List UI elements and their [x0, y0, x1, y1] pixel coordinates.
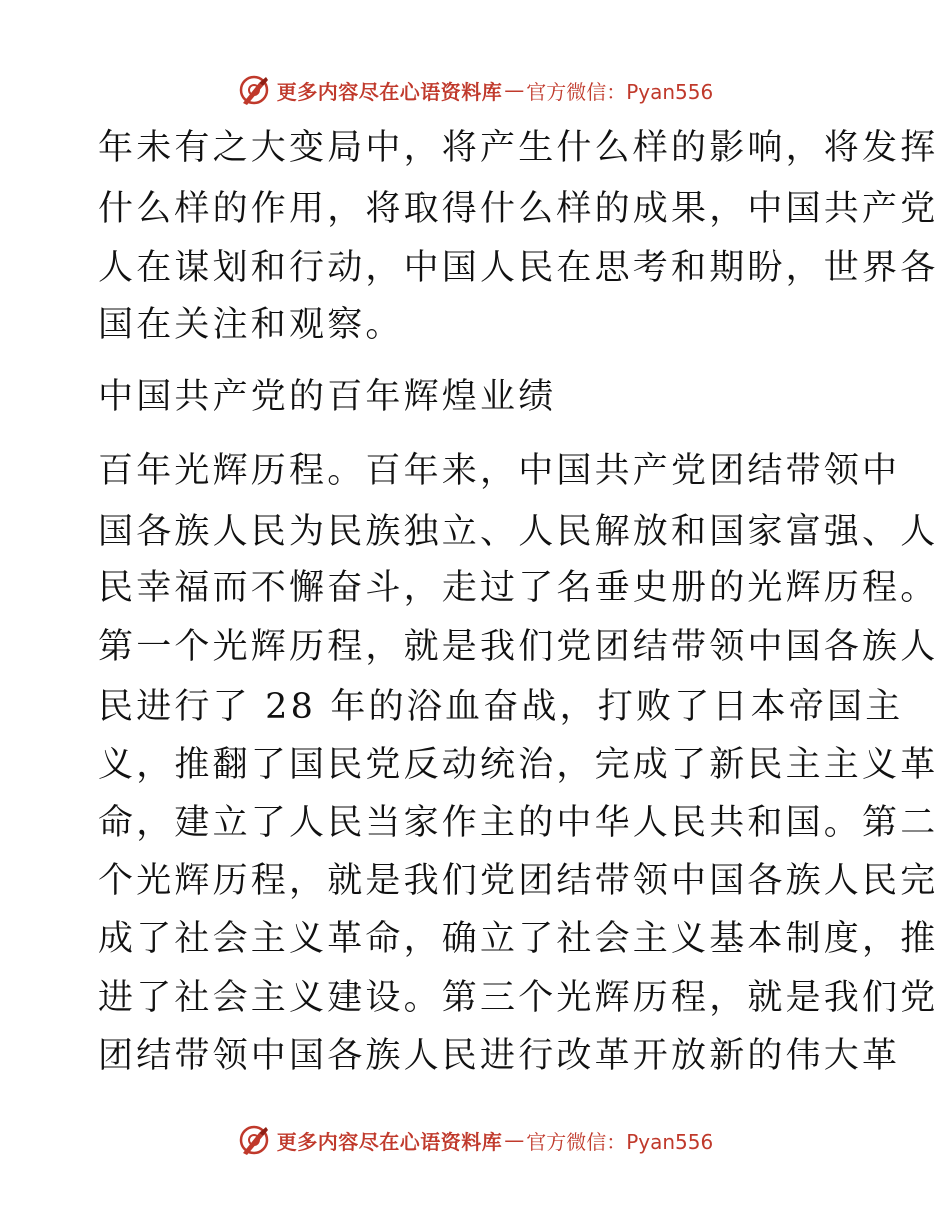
body-line: 进了社会主义建设。第三个光辉历程，就是我们党	[98, 978, 939, 1018]
body-line: 团结带领中国各族人民进行改革开放新的伟大革	[98, 1036, 901, 1076]
footer-wechat-text: 官方微信：Pyan556	[526, 1129, 714, 1154]
body-line: 民幸福而不懈奋斗，走过了名垂史册的光辉历程。	[98, 568, 939, 608]
body-line: 成了社会主义革命，确立了社会主义基本制度，推	[98, 919, 939, 959]
header-dash: —	[504, 78, 525, 102]
header-brand-text: 更多内容尽在心语资料库	[276, 79, 503, 104]
body-line: 国各族人民为民族独立、人民解放和国家富强、人	[98, 512, 939, 552]
body-line: 年未有之大变局中，将产生什么样的影响，将发挥	[98, 128, 939, 168]
body-line: 民进行了 28 年的浴血奋战，打败了日本帝国主	[98, 687, 904, 727]
section-heading: 中国共产党的百年辉煌业绩	[98, 377, 557, 417]
body-line: 义，推翻了国民党反动统治，完成了新民主主义革	[98, 745, 939, 785]
body-line: 国在关注和观察。	[98, 305, 404, 345]
body-line: 第一个光辉历程，就是我们党团结带领中国各族人	[98, 627, 939, 667]
pen-logo-icon	[237, 73, 271, 107]
header-wechat-text: 官方微信：Pyan556	[526, 79, 714, 104]
body-line: 命，建立了人民当家作主的中华人民共和国。第二	[98, 803, 939, 843]
footer-banner	[0, 1120, 950, 1160]
body-line: 个光辉历程，就是我们党团结带领中国各族人民完	[98, 861, 939, 901]
footer-brand-text: 更多内容尽在心语资料库	[276, 1129, 503, 1154]
footer-dash: —	[504, 1128, 525, 1152]
body-line: 人在谋划和行动，中国人民在思考和期盼，世界各	[98, 248, 939, 288]
header-banner	[0, 70, 950, 110]
body-line: 什么样的作用，将取得什么样的成果，中国共产党	[98, 189, 939, 229]
body-line: 百年光辉历程。百年来，中国共产党团结带领中	[98, 451, 901, 491]
pen-logo-icon	[237, 1123, 271, 1157]
